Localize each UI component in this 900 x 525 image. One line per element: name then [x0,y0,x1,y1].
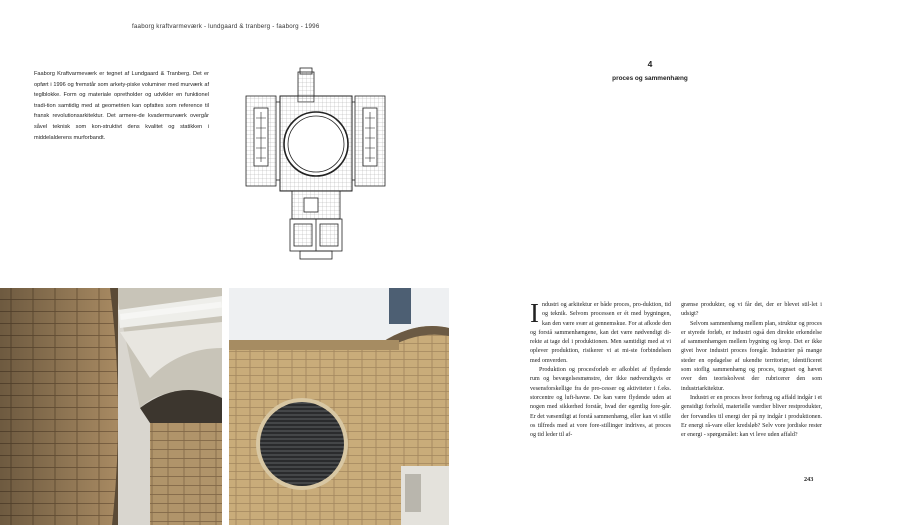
body-paragraph: Produktion og procesforløb er afkoblet af flydende rum og bevægelsesmønstre, der ikke nødvendigvis er vesensforskellige fra de pro-cesser og aktiviteter i f.eks. storcentre og luft-havne. De kan være flydende uden at nogen med sikkerhed forstår, hvad der egentlig fore-går. Er det væsentligt at forstå sammenhæng, eller kan vi stille os tilfreds med at vore fore-stillinger indrives, at proces og tid leder til af- [530,367,671,439]
page-number: 243 [804,476,814,483]
chapter-number: 4 [647,59,653,69]
running-header: faaborg kraftvarmeværk - lundgaard & tranberg - faaborg - 1996 [132,23,320,30]
body-paragraph [530,298,671,366]
exterior-brick-photo [229,288,449,525]
body-column-left [530,298,671,440]
caption-text: Faaborg Kraftvarmeværk er tegnet af Lundgaard & Tranberg. Det er opført i 1996 og fremstår som arkety-piske voluminer med murværk af teglblokke. Form og materiale opretholder og udvikler en funktionel tradi-tion samtidig med at geometrien kan opfattes som reference til fransk revolutionsarkitektur. Det armere-de kvadermurværk overgår såvel teknisk som kon-struktivt dens kvalitet og statikken i middelalderens murforbandt. [34,71,209,141]
body-column-right [681,301,822,440]
chapter-heading [600,59,700,82]
drop-cap: I [530,298,539,328]
interior-brick-photo [0,288,222,525]
body-paragraph: Industri er en proces hvor forbrug og affald indgår i et gensidigt forhold, materielle værdier bliver restprodukter, der forvandles til energi der på ny indgår i produktionen. Er energi rå-vare eller kredsløb? Selv vore jordiske rester er energi - spørgsmålet: kan vi leve uden affald? [681,394,822,439]
chapter-title: proces og sammenhæng [612,75,688,82]
floor-plan-drawing [242,66,389,262]
body-paragraph: grænse produkter, og vi får det, der er blevet stil-let i udsigt? [681,302,822,318]
body-paragraph: Selvom sammenhæng mellem plan, struktur og proces er styrede forløb, er industri også den direkte erkendelse af sammenhængen mellem bygning og krop. Det er ikke givet hvor industri proces foregår. Industrier på mange steder en opdagelse af ukendte territorier, identificeret som stoflig sammenhæng og proces, tegnset og hævet over den teoriskolvest der rubricerer den som industriarkitektur. [681,320,822,392]
body-paragraph-text: ndustri og arkitektur er både proces, pro-duktion, tid og teknik. Selvom processen er ét med bygningen, kan den være svær at gennemskue. For at afkode den og forstå sammenhængene, kan det være nødvendigt di-rekte at tage del i produktionen. Men samtidigt med at vi oplever produktion, risikerer vi at mi-ste forbindelsen med omverden. [530,302,671,364]
